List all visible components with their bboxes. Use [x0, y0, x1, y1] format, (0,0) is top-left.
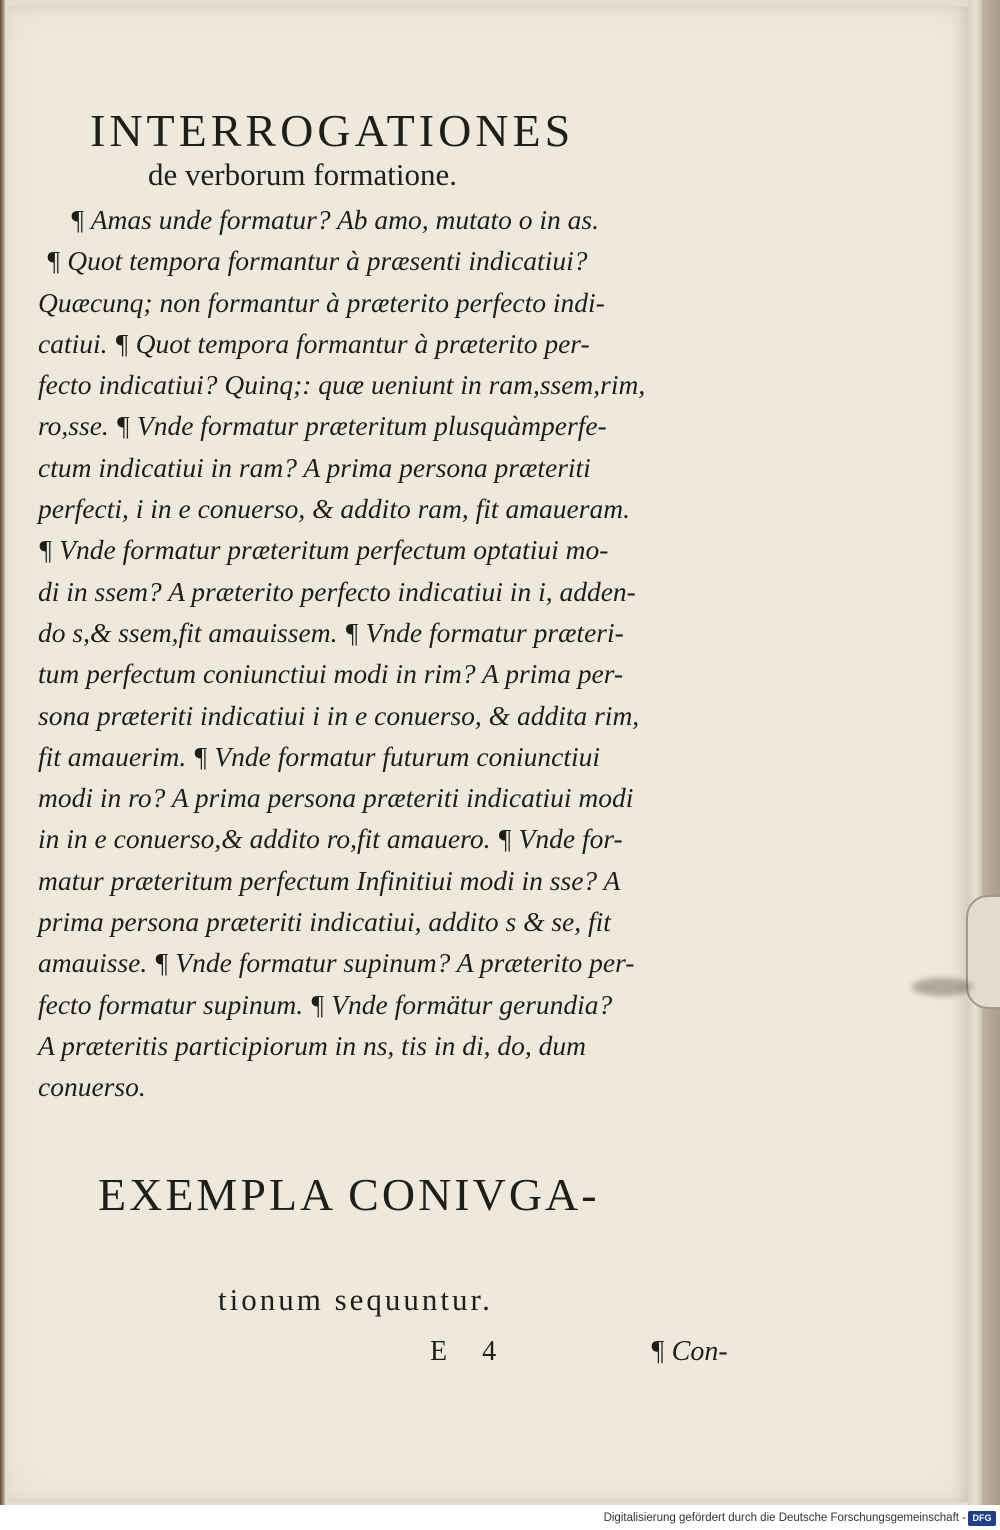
text-line: fecto formatur supinum. ¶ Vnde formätur gerundia? [38, 988, 613, 1020]
page-clip [966, 895, 1000, 1009]
catchword: ¶ Con- [650, 1335, 728, 1367]
page-footer [38, 1336, 778, 1376]
book-gutter-edge [0, 0, 5, 1505]
text-line: A præteritis participiorum in ns, tis in di, do, dum [38, 1029, 587, 1061]
signature-mark: E 4 [430, 1335, 511, 1367]
text-line: ro,sse. ¶ Vnde formatur præteritum plusquàmperfe- [38, 410, 607, 442]
text-line: ¶ Amas unde formatur? Ab amo, mutato o in as. [70, 204, 600, 235]
text-line: matur præteritum perfectum Infinitiui modi in sse? A [38, 864, 621, 896]
text-line: fecto indicatiui? Quinq;: quæ ueniunt in ram,ssem,rim, [38, 369, 646, 401]
page-content [38, 105, 778, 1376]
dfg-logo: DFG [968, 1511, 996, 1526]
page-subtitle: de verborum formatione. [148, 157, 458, 192]
text-line: catiui. ¶ Quot tempora formantur à præterito per- [38, 327, 590, 359]
text-line: prima persona præteriti indicatiui, addito s & se, fit [38, 906, 611, 938]
text-line: conuerso. [38, 1071, 146, 1103]
text-line: fit amauerim. ¶ Vnde formatur futurum coniunctiui [38, 740, 601, 772]
text-line: ctum indicatiui in ram? A prima persona præteriti [38, 451, 591, 483]
text-line: in in e conuerso,& addito ro,fit amauero. ¶ Vnde for- [38, 823, 623, 855]
book-cover-edge [982, 0, 1000, 1505]
text-line: sona præteriti indicatiui i in e conuerso, & addita rim, [38, 699, 640, 731]
section-heading-continued: tionum sequuntur. [218, 1281, 493, 1317]
body-text [38, 199, 778, 1108]
text-line: modi in ro? A prima persona præteriti indicatiui modi [38, 782, 634, 814]
page-stack-edge [968, 0, 982, 1505]
text-line: ¶ Vnde formatur præteritum perfectum optatiui mo- [38, 534, 609, 566]
section-heading: EXEMPLA CONIVGA- [98, 1168, 600, 1220]
text-line: di in ssem? A præterito perfecto indicatiui in i, adden- [38, 575, 636, 607]
text-line: tum perfectum coniunctiui modi in rim? A prima per- [38, 658, 624, 690]
ink-smudge [912, 978, 972, 996]
text-line: Quæcunq; non formantur à præterito perfecto indi- [38, 286, 605, 318]
text-line: ¶ Quot tempora formantur à præsenti indicatiui? [46, 245, 588, 277]
page-title: INTERROGATIONES [90, 105, 575, 156]
text-line: perfecti, i in e conuerso, & addito ram, fit amaueram. [38, 493, 630, 525]
text-line: do s,& ssem,fit amauissem. ¶ Vnde formatur præteri- [38, 616, 624, 648]
text-line: amauisse. ¶ Vnde formatur supinum? A præterito per- [38, 947, 635, 979]
credit-bar [0, 1510, 1000, 1530]
credit-text: Digitalisierung gefördert durch die Deutsche Forschungsgemeinschaft - [603, 1512, 966, 1524]
